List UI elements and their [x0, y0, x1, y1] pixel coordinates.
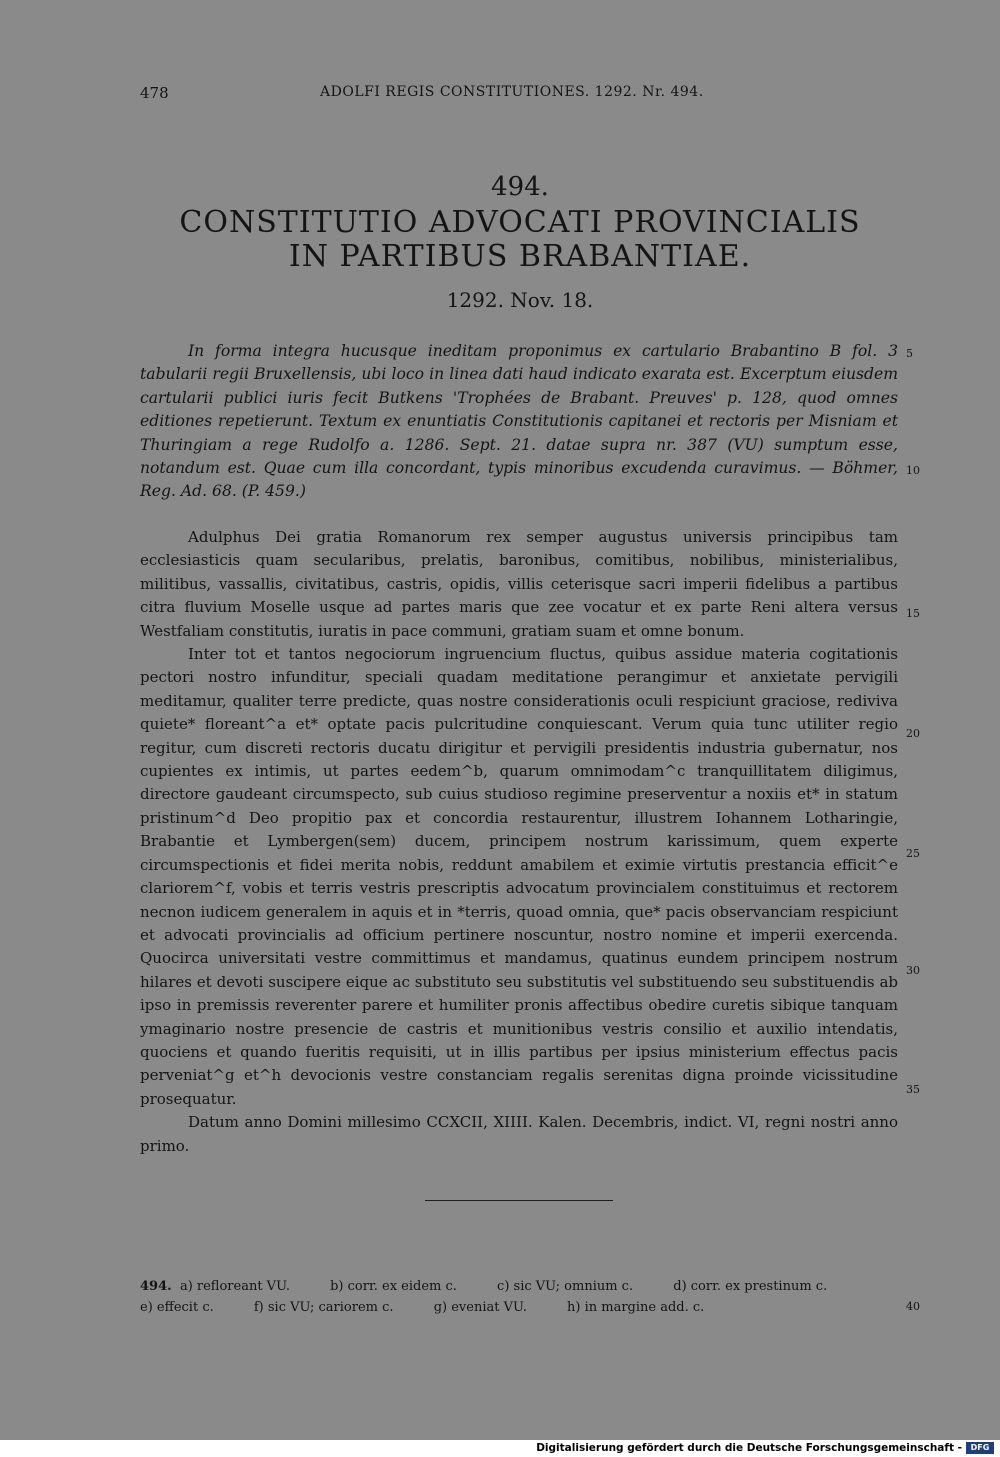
document-date: 1292. Nov. 18.: [446, 288, 594, 312]
title-line-2: IN PARTIBUS BRABANTIAE.: [288, 239, 752, 274]
document-body: [140, 526, 898, 1158]
footnote-item: d) corr. ex prestinum c.: [673, 1279, 828, 1294]
running-title: ADOLFI REGIS CONSTITUTIONES. 1292. Nr. 494.: [320, 84, 704, 100]
footnote-row: [140, 1297, 900, 1318]
footnote-item: f) sic VU; cariorem c.: [253, 1300, 394, 1315]
footnote-item: c) sic VU; omnium c.: [497, 1279, 634, 1294]
paragraph-datum: Datum anno Domini millesimo CCXCII, XIIII. Kalen. Decembris, indict. VI, regni nostri anno primo.: [140, 1113, 898, 1155]
footnote-item: a) refloreant VU.: [179, 1279, 290, 1294]
title-line-1: CONSTITUTIO ADVOCATI PROVINCIALIS: [179, 205, 861, 240]
line-number: 10: [906, 464, 920, 477]
document-number: 494.: [491, 172, 549, 202]
footnote-item: b) corr. ex eidem c.: [330, 1279, 457, 1294]
footer-bar: [0, 1440, 1000, 1457]
footnote-item: h) in margine add. c.: [567, 1300, 705, 1315]
funding-credit: Digitalisierung gefördert durch die Deutsche Forschungsgemeinschaft -: [536, 1442, 962, 1454]
footnote-ref: 494.: [140, 1279, 172, 1294]
line-number: 5: [906, 347, 913, 360]
paragraph-main: Inter tot et tantos negociorum ingruencium fluctus, quibus assidue materia cogitationis pectori nostro infunditur, speciali quadam meditatione perangimur et anxietate pervigili meditamur, qualiter terre predicte, quas nostre considerationis oculi respiciunt graciose, rediviva quiete* floreant^a et* optate pacis pulcritudine conquiescant. Verum quia tunc utiliter regio regitur, cum discreti rectoris ducatu dirigitur et pervigili presidentis industria gubernatur, nos cupientes ex intimis, ut partes eedem^b, quarum omnimodam^c tranquillitatem diligimus, directore gaudeant circumspecto, sub cuius studioso regimine preserventur a noxiis et* in statum pristinum^d Deo propitio pax et concordia restaurentur, illustrem Iohannem Lotharingie, Brabantie et Lymbergen(sem) ducem, principem nostrum karissimum, quem experte circumspectionis et fidei merita nobis, reddunt amabilem et eximie virtutis prestancia efficit^e clariorem^f, vobis et terris vestris prescriptis advocatum provincialem constituimus et rectorem necnon iudicem generalem in aquis et in *terris, quoad omnia, que* pacis observanciam respiciunt et advocati provincialis ad officium pertinere noscuntur, nostro nomine et imperii exercenda. Quocirca universitati vestre committimus et mandamus, quatinus eundem principem nostrum hilares et devoti suscipere eique ac substituto seu substitutis vel substituendo seu substituendis ab ipso in premissis reverenter parere et humiliter pronis affectibus obedire curetis sibique tanquam ymaginario nostre presencie de castris et munitionibus vestris consilio et auxilio intendatis, quociens et quando fueritis requisiti, ut in illis partibus per ipsius ministerium effectus pacis perveniat^g et^h devocionis vestre constanciam regalis serenitas digna proinde vicissitudine prosequatur.: [140, 645, 898, 1108]
dfg-logo[interactable]: DFG: [966, 1442, 994, 1454]
section-divider: [425, 1200, 613, 1201]
intro-paragraph: In forma integra hucusque ineditam proponimus ex cartulario Brabantino B fol. 3 tabularii regii Bruxellensis, ubi loco in linea dati haud indicato exarata est. Excerptum eiusdem cartularii publici iuris fecit Butkens 'Trophées de Brabant. Preuves' p. 128, quod omnes editiones repetierunt. Textum ex enuntiatis Constitutionis capitanei et rectoris per Misniam et Thuringiam a rege Rudolfo a. 1286. Sept. 21. datae supra nr. 387 (VU) sumptum esse, notandum est. Quae cum illa concordant, typis minoribus excudenda curavimus. — Böhmer, Reg. Ad. 68. (P. 459.): [140, 342, 898, 501]
footnote-item: e) effecit c.: [140, 1300, 214, 1315]
paragraph-address: Adulphus Dei gratia Romanorum rex semper augustus universis principibus tam ecclesiasticis quam secularibus, prelatis, baronibus, comitibus, nobilibus, ministerialibus, militibus, vassallis, civitatibus, castris, opidis, villis ceterisque sacri imperii fidelibus a partibus citra fluvium Moselle usque ad partes maris que zee vocatur et ex parte Reni altera versus Westfaliam constitutis, iuratis in pace communi, gratiam suam et omne bonum.: [140, 528, 898, 640]
line-number: 30: [906, 964, 920, 977]
footnote-row: [140, 1276, 900, 1297]
document-title: [140, 206, 900, 274]
editorial-introduction: [140, 340, 898, 504]
line-number: 25: [906, 847, 920, 860]
footnotes: [140, 1276, 900, 1318]
footnote-item: g) eveniat VU.: [433, 1300, 527, 1315]
page-header: [140, 84, 900, 106]
line-number: 40: [906, 1300, 920, 1313]
page-number: 478: [140, 84, 169, 102]
line-number: 15: [906, 607, 920, 620]
line-number: 20: [906, 727, 920, 740]
line-number: 35: [906, 1083, 920, 1096]
